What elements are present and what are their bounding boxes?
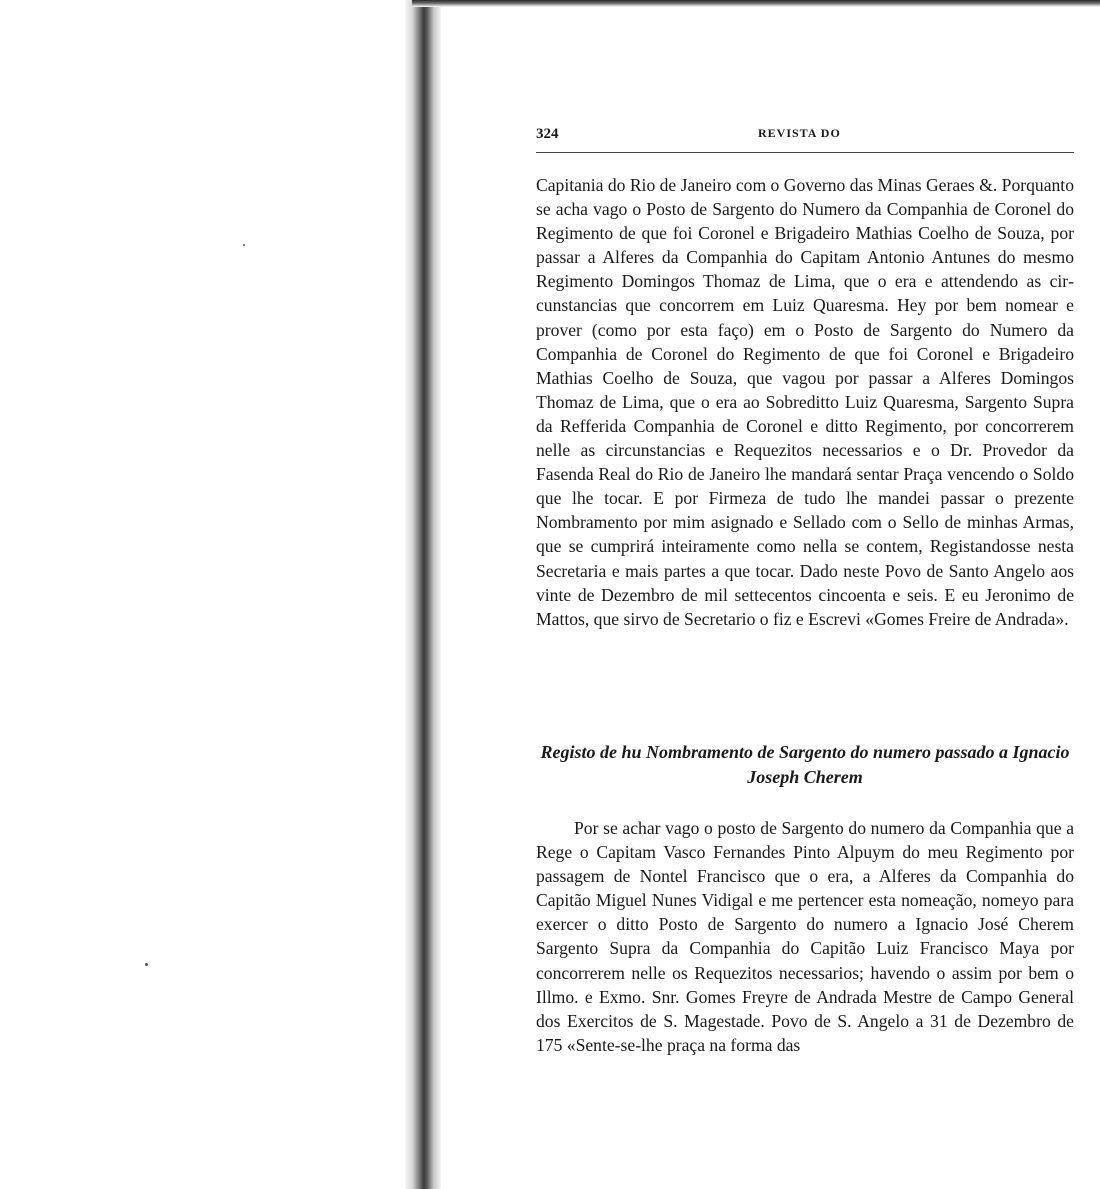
ink-speck [243, 244, 245, 246]
header-rule [536, 152, 1074, 153]
left-facing-page [0, 0, 405, 1189]
body-paragraph-1 [536, 173, 1074, 631]
paragraph-text: Por se achar vago o posto de Sargento do numero da Companhia que a Rege o Capitam Vasco Fernandes Pinto Alpuym do meu Regimento por passagem de Nontel Francisco que o era, a Alferes da Companhia do Capitão Miguel Nunes Vidigal e me pertencer esta nomeação, nomeyo para exercer o ditto Posto de Sargento do numero a Ignacio José Cherem Sargento Supra da Companhia do Capitão Luiz Francisco Maya por concorrerem nelle os Requezitos necessarios; havendo o assim por bem o Illmo. e Exmo. Snr. Gomes Freyre de Andrada Mestre de Campo General dos Exercitos de S. Magestade. Povo de S. Angelo a 31 de Dezembro de 175 «Sente-se-lhe praça na forma das [536, 818, 1074, 1055]
paragraph-text: Capitania do Rio de Janeiro com o Governo das Minas Geraes &. Porquanto se acha vago o Posto de Sargento do Numero da Companhia de Coronel do Regimento de que foi Coronel e Brigadeiro Mathias Coelho de Souza, por passar a Alferes da Companhia do Capitam Antonio Antunes do mesmo Regimento Domingos Thomaz de Lima, que o era e attendendo as circunstancias que concorrem em Luiz Quaresma. Hey por bem nomear e prover (como por esta faço) em o Posto de Sargento do Numero da Companhia de Coronel do Regimento de que foi Coronel e Brigadeiro Mathias Coelho de Souza, que vagou por passar a Alferes Domingos Thomaz de Lima, que o era ao Sobreditto Luiz Quaresma, Sargento Supra da Refferida Companhia de Coronel e ditto Regimento, por concorrerem nelle as circunstancias e Requezitos necessarios e o Dr. Provedor da Fasenda Real do Rio de Janeiro lhe mandará sentar Praça vencendo o Soldo que lhe tocar. E por Firmeza de tudo lhe mandei passar o prezente Nombramento por mim asignado e Sellado com o Sello de minhas Armas, que se cumprirá inteiramente como nella se contem, Registandosse nesta Secretaria e mais partes a que tocar. Dado neste Povo de Santo Angelo aos vinte de Dezembro de mil settecentos cincoenta e seis. E eu Jeronimo de Mattos, que sirvo de Secretario o fiz e Escrevi «Gomes Freire de Andrada». [536, 175, 1074, 629]
journal-title: REVISTA DO [758, 126, 841, 140]
running-head [536, 126, 1074, 146]
book-spine-gutter [405, 0, 441, 1189]
section-heading: Registo de hu Nombramento de Sargento do numero passado a Ignacio Joseph Cherem [540, 742, 1070, 787]
ink-speck [145, 963, 148, 966]
page-top-edge [412, 0, 1100, 7]
body-paragraph-2 [536, 816, 1074, 1057]
page-number: 324 [536, 126, 559, 142]
